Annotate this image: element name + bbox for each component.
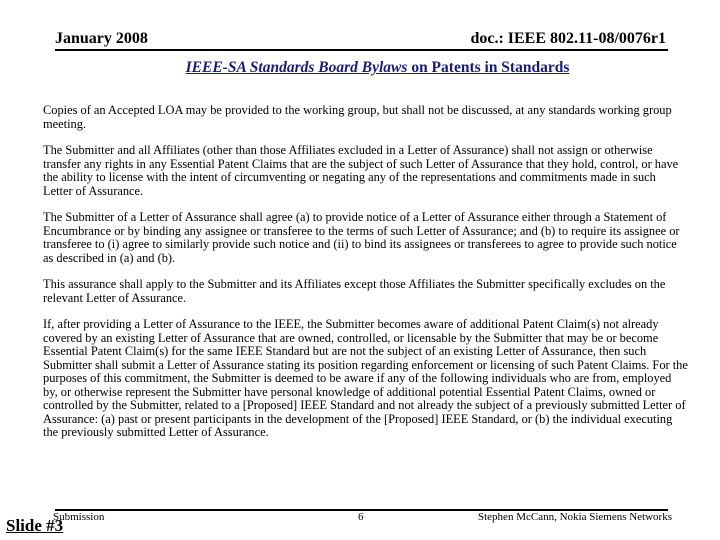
footer-author: Stephen McCann, Nokia Siemens Networks <box>478 511 672 523</box>
paragraph: The Submitter and all Affiliates (other than those Affiliates excluded in a Letter of Assurance) shall not assign or otherwise transfer any rights in any Essential Patent Claims that are the subject of such Letter of Assurance that they hold, control, or have the ability to license with the intent of circumventing or negating any of the representations and commitments made in such Letter of Assurance. <box>43 143 679 198</box>
header-doc-id: doc.: IEEE 802.11-08/0076r1 <box>470 30 666 47</box>
header-rule <box>55 49 668 51</box>
paragraph: This assurance shall apply to the Submitter and its Affiliates except those Affiliates the Submitter specifically excludes on the relevant Letter of Assurance. <box>43 277 666 305</box>
footer-page-number: 6 <box>358 511 364 523</box>
header-date: January 2008 <box>55 30 148 47</box>
slide-title-link[interactable] <box>0 59 720 77</box>
slide-body <box>43 104 688 453</box>
paragraph: The Submitter of a Letter of Assurance shall agree (a) to provide notice of a Letter of Assurance either through a Statement of Encumbrance or by binding any assignee or transferee to the terms of such Letter of Assurance; and (b) to require its assignee or transferee to (i) agree to similarly provide such notice and (ii) to bind its assignees or transferees to agree to provide such notice as described in (a) and (b). <box>43 210 680 265</box>
title-italic-part: IEEE-SA Standards Board Bylaws <box>185 59 408 76</box>
paragraph: Copies of an Accepted LOA may be provided to the working group, but shall not be discussed, at any standards working group meeting. <box>43 103 672 131</box>
footer-submission: Submission <box>53 511 105 523</box>
slide-number: Slide #3 <box>6 516 64 535</box>
title-rest: on Patents in Standards <box>407 59 570 76</box>
paragraph: If, after providing a Letter of Assurance to the IEEE, the Submitter becomes aware of additional Patent Claim(s) not already covered by an existing Letter of Assurance that are owned, controlled, or licensable by the Submitter that may be or become Essential Patent Claim(s) for the same IEEE Standard but are not the subject of an existing Letter of Assurance, then such Submitter shall submit a Letter of Assurance stating its position regarding enforcement or licensing of such Patent Claims. For the purposes of this commitment, the Submitter is deemed to be aware if any of the following individuals who are from, employed by, or otherwise represent the Submitter have personal knowledge of additional potential Essential Patent Claims, owned or controlled by the Submitter, related to a [Proposed] IEEE Standard and not already the subject of a previously submitted Letter of Assurance: (a) past or present participants in the development of the [Proposed] IEEE Standard, or (b) the individual executing the previously submitted Letter of Assurance. <box>43 317 688 439</box>
